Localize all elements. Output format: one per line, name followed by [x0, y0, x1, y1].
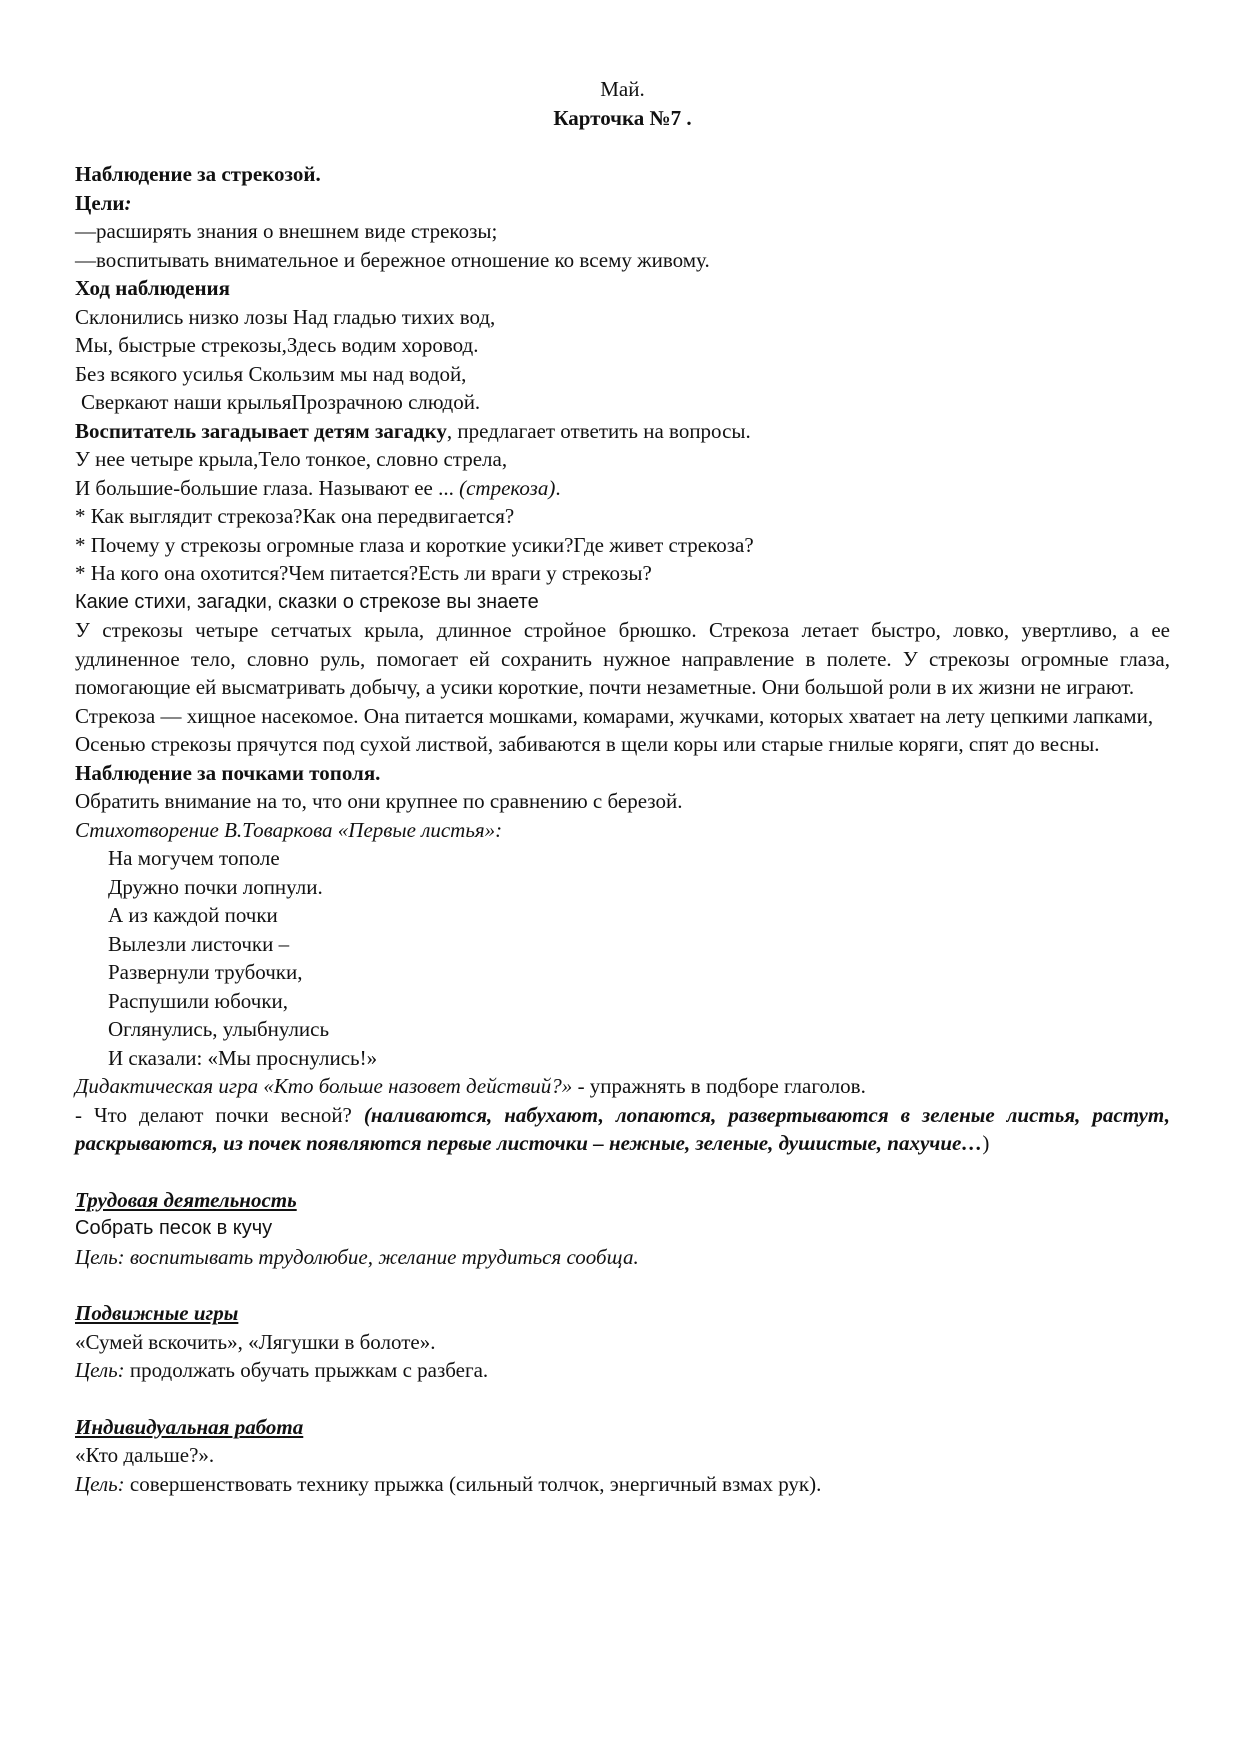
poem-line: Оглянулись, улыбнулись: [108, 1017, 330, 1041]
riddle-line: У нее четыре крыла,Тело тонкое, словно стрела,: [75, 447, 508, 471]
poem-line: Дружно почки лопнули.: [108, 874, 323, 899]
goal-item: —расширять знания о внешнем виде стрекозы;: [75, 219, 498, 243]
poem: [75, 844, 1170, 1072]
paragraph: Обратить внимание на то, что они крупнее по сравнению с березой.: [75, 789, 683, 813]
individual-task: «Кто дальше?».: [75, 1443, 215, 1467]
labor-goal: Цель: воспитывать трудолюбие, желание трудиться сообща.: [75, 1244, 639, 1269]
individual-heading: Индивидуальная работа: [75, 1414, 304, 1439]
labor-task: Собрать песок в кучу: [75, 1217, 273, 1239]
paragraph: У стрекозы четыре сетчатых крыла, длинное стройное брюшко. Стрекоза летает быстро, ловко, увертливо, а ее удлиненное тело, словно руль, помогает ей сохранить нужное направление в полете. У стрекозы огромные глаза, помогающие ей высматривать добычу, а усики короткие, почти незаметные. Они большой роли в их жизни не играют.: [75, 618, 1170, 699]
goals-heading: Цели:: [75, 190, 132, 215]
poem-line: Распушили юбочки,: [108, 988, 289, 1013]
poem-line: И сказали: «Мы проснулись!»: [108, 1045, 378, 1070]
poem-line: Вылезли листочки –: [108, 931, 290, 956]
paragraph: Осенью стрекозы прячутся под сухой листвой, забиваются в щели коры или старые гнилые коряги, спят до весны.: [75, 732, 1100, 756]
individual-goal: Цель: совершенствовать технику прыжка (сильный толчок, энергичный взмах рук).: [75, 1471, 822, 1496]
goal-item: —воспитывать внимательное и бережное отношение ко всему живому.: [75, 247, 710, 272]
poem-line: Мы, быстрые стрекозы,Здесь водим хоровод.: [75, 333, 479, 357]
month-heading: Май.: [600, 77, 645, 101]
poem-line: Сверкают наши крыльяПрозрачною слюдой.: [81, 390, 481, 414]
poem-line: Развернули трубочки,: [108, 960, 303, 984]
riddle-line: И большие-большие глаза. Называют ее ... (стрекоза).: [75, 475, 561, 500]
didactic-game: Дидактическая игра «Кто больше назовет действий?» - упражнять в подборе глаголов.: [75, 1074, 866, 1098]
games-goal: Цель: продолжать обучать прыжкам с разбега.: [75, 1358, 489, 1382]
poem-line: Склонились низко лозы Над гладью тихих вод,: [75, 304, 496, 329]
riddle-intro: Воспитатель загадывает детям загадку, предлагает ответить на вопросы.: [75, 418, 751, 443]
course-heading: Ход наблюдения: [75, 276, 230, 300]
observation-poplar-title: Наблюдение за почками тополя.: [75, 760, 381, 785]
observation-dragonfly-title: Наблюдение за стрекозой.: [75, 162, 321, 186]
question-answer: - Что делают почки весной? (наливаются, набухают, лопаются, развертываются в зеленые листья, растут, раскрываются, из почек появляются первые листочки – нежные, зеленые, душистые, пахучие…): [75, 1102, 1170, 1155]
question-item: * Почему у стрекозы огромные глаза и короткие усики?Где живет стрекоза?: [75, 532, 754, 557]
poem-line: А из каждой почки: [108, 903, 278, 927]
paragraph: Стрекоза — хищное насекомое. Она питается мошками, комарами, жучками, которых хватает на лету цепкими лапками,: [75, 703, 1154, 728]
card-title: Карточка №7 .: [553, 105, 692, 130]
question-item: * На кого она охотится?Чем питается?Есть ли враги у стрекозы?: [75, 561, 652, 585]
games-heading: Подвижные игры: [75, 1301, 239, 1325]
poem-line: На могучем тополе: [108, 846, 280, 870]
question-item: Какие стихи, загадки, сказки о стрекозе вы знаете: [75, 590, 539, 613]
labor-heading: Трудовая деятельность: [75, 1187, 297, 1212]
poem-line: Без всякого усилья Скользим мы над водой,: [75, 361, 467, 386]
document-page: [75, 75, 1170, 1498]
games-list: «Сумей вскочить», «Лягушки в болоте».: [75, 1329, 436, 1354]
poem-title: Стихотворение В.Товаркова «Первые листья»:: [75, 817, 503, 842]
question-item: * Как выглядит стрекоза?Как она передвигается?: [75, 504, 515, 528]
